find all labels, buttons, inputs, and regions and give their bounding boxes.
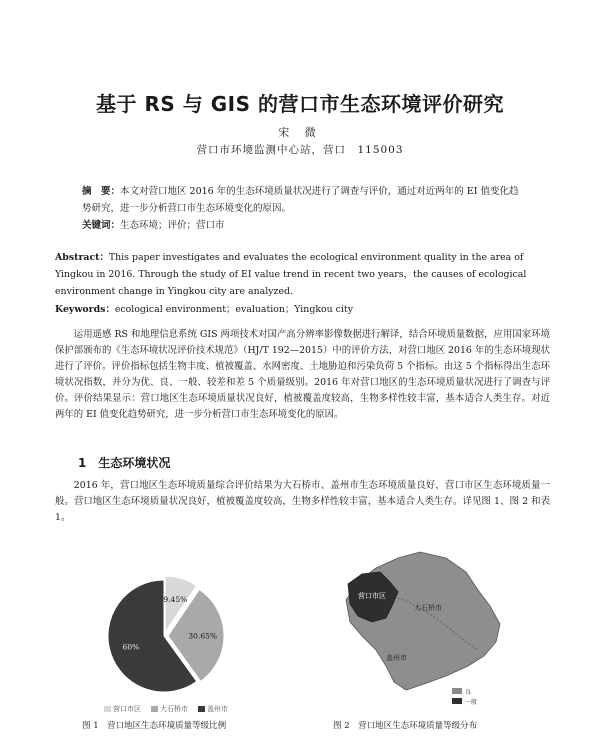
pie-label-0: 9.45%	[163, 594, 188, 604]
pie-legend-swatch-1	[151, 706, 158, 712]
paper-title: 基于 RS 与 GIS 的营口市生态环境评价研究	[96, 92, 504, 116]
keywords-cn-text: 生态环境；评价；营口市	[120, 220, 225, 231]
keywords-en-text: ecological environment；evaluation；Yingkou city	[114, 304, 353, 315]
pie-legend	[104, 704, 228, 714]
pie-legend-label-1: 大石桥市	[160, 705, 188, 713]
pie-legend-label-0: 营口市区	[113, 705, 141, 713]
keywords-en-label: Keywords：	[55, 304, 115, 315]
map-label-city: 营口市区	[358, 592, 386, 600]
map-svg	[328, 538, 508, 710]
map-legend-good-label: 良	[465, 689, 472, 696]
pie-label-1: 30.65%	[188, 631, 218, 641]
abstract-en-text: This paper investigates and evaluates the ecological environment quality in the area of Yingkou in 2016. Through the study of EI value trend in recent two years，the causes of ecological environment change in Yingkou city are analyzed.	[55, 252, 527, 297]
abstract-en-label: Abstract：	[55, 252, 109, 263]
author: 宋 微	[278, 126, 322, 139]
pie-svg	[84, 572, 284, 697]
pie-legend-item-0	[104, 704, 141, 714]
figure-2-caption: 图 2 营口地区生态环境质量等级分布	[333, 721, 478, 731]
intro-paragraph: 运用遥感 RS 和地理信息系统 GIS 两项技术对国产高分辨率影像数据进行解译，结合环境质量数据，应用国家环境保护部颁布的《生态环境状况评价技术规范》（HJ/T 192—2015）中的评价方法，对营口地区 2016 年的生态环境现状进行了评价。评价指标包括生物丰度、植被覆盖、水网密度、土地胁迫和污染负荷 5 个指标。由这 5 个指标得出生态环境状况指数，并分为优、良、一般、较差和差 5 个质量级别。2016 年对营口地区的生态环境质量状况进行了调查与评价。评价结果显示：营口地区生态环境质量状况良好，植被覆盖度较高，生物多样性较丰富，基本适合人类生存。对近两年的 EI 值变化趋势研究，进一步分析营口市生态环境变化的原因。	[55, 329, 550, 420]
abstract-en	[55, 249, 550, 300]
keywords-cn-label: 关键词：	[82, 220, 121, 231]
pie-legend-item-1	[151, 704, 188, 714]
pie-legend-swatch-0	[104, 706, 111, 712]
abstract-cn	[82, 183, 522, 217]
affiliation: 营口市环境监测中心站，营口 115003	[196, 144, 404, 156]
pie-legend-item-2	[198, 704, 228, 714]
map-label-dashiqiao: 大石桥市	[414, 604, 442, 612]
pie-label-2: 60%	[122, 642, 140, 652]
map-legend-normal-swatch	[452, 698, 462, 704]
map-label-gaizhou: 盖州市	[386, 654, 407, 662]
figure-2-map	[328, 538, 508, 710]
keywords-en	[55, 301, 550, 315]
figure-1-pie-chart	[84, 572, 284, 697]
keywords-cn	[82, 217, 522, 231]
map-legend-good-swatch	[452, 688, 462, 694]
figure-1-caption: 图 1 营口地区生态环境质量等级比例	[82, 721, 227, 731]
section-1-body: 2016 年，营口地区生态环境质量综合评价结果为大石桥市、盖州市生态环境质量良好，营口市区生态环境质量一般。营口地区生态环境质量状况良好，植被覆盖度较高，生物多样性较丰富，基本适合人类生存。详见图 1、图 2 和表 1。	[55, 480, 550, 523]
section-1-heading: 1 生态环境状况	[78, 456, 171, 470]
pie-legend-label-2: 盖州市	[207, 705, 228, 713]
map-legend-normal-label: 一般	[465, 699, 478, 706]
abstract-cn-text: 本文对营口地区 2016 年的生态环境质量状况进行了调查与评价，通过对近两年的 EI 值变化趋势研究，进一步分析营口市生态环境变化的原因。	[82, 186, 519, 214]
pie-legend-swatch-2	[198, 706, 205, 712]
abstract-cn-label: 摘 要：	[82, 186, 121, 197]
